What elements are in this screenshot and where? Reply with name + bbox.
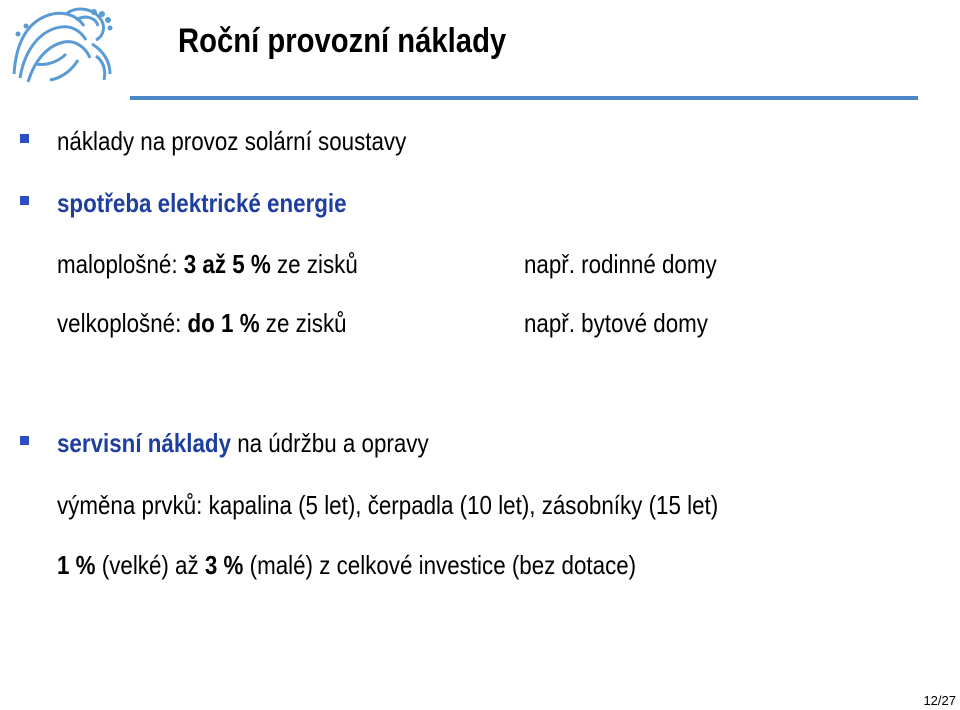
investment-b1: 1 %: [57, 550, 96, 580]
page-title: Roční provozní náklady: [178, 22, 507, 60]
small-scale-row: [57, 249, 358, 280]
item-service-costs: [57, 428, 429, 459]
investment-b2: 3 %: [204, 550, 244, 580]
bullet-3-icon: [20, 436, 29, 445]
page-number: 12/27: [923, 693, 956, 708]
large-prefix: velkoplošné:: [57, 308, 188, 338]
large-scale-row: [57, 308, 347, 339]
bullet-1-icon: [20, 134, 29, 143]
ctu-lion-logo-icon: [6, 4, 118, 86]
service-costs-rest: na údržbu a opravy: [231, 428, 429, 458]
item-operating-costs: náklady na provoz solární soustavy: [57, 126, 407, 156]
investment-row: [57, 550, 636, 581]
small-percent: 3 až 5 %: [183, 249, 271, 279]
small-example: např. rodinné domy: [524, 249, 717, 279]
service-costs-bold: servisní náklady: [57, 428, 232, 458]
small-prefix: maloplošné:: [57, 249, 184, 279]
item-electricity: [57, 188, 347, 219]
investment-t2: (malé) z celkové investice (bez dotace): [243, 550, 637, 580]
title-divider: [130, 96, 918, 100]
small-suffix: ze zisků: [270, 249, 358, 279]
large-percent: do 1 %: [187, 308, 260, 338]
large-example: např. bytové domy: [524, 308, 708, 338]
replacement-row: výměna prvků: kapalina (5 let), čerpadla (10 let), zásobníky (15 let): [57, 490, 719, 520]
bullet-2-icon: [20, 196, 29, 205]
item-electricity-label: spotřeba elektrické energie: [57, 188, 347, 218]
investment-t1: (velké) až: [95, 550, 205, 580]
large-suffix: ze zisků: [259, 308, 347, 338]
